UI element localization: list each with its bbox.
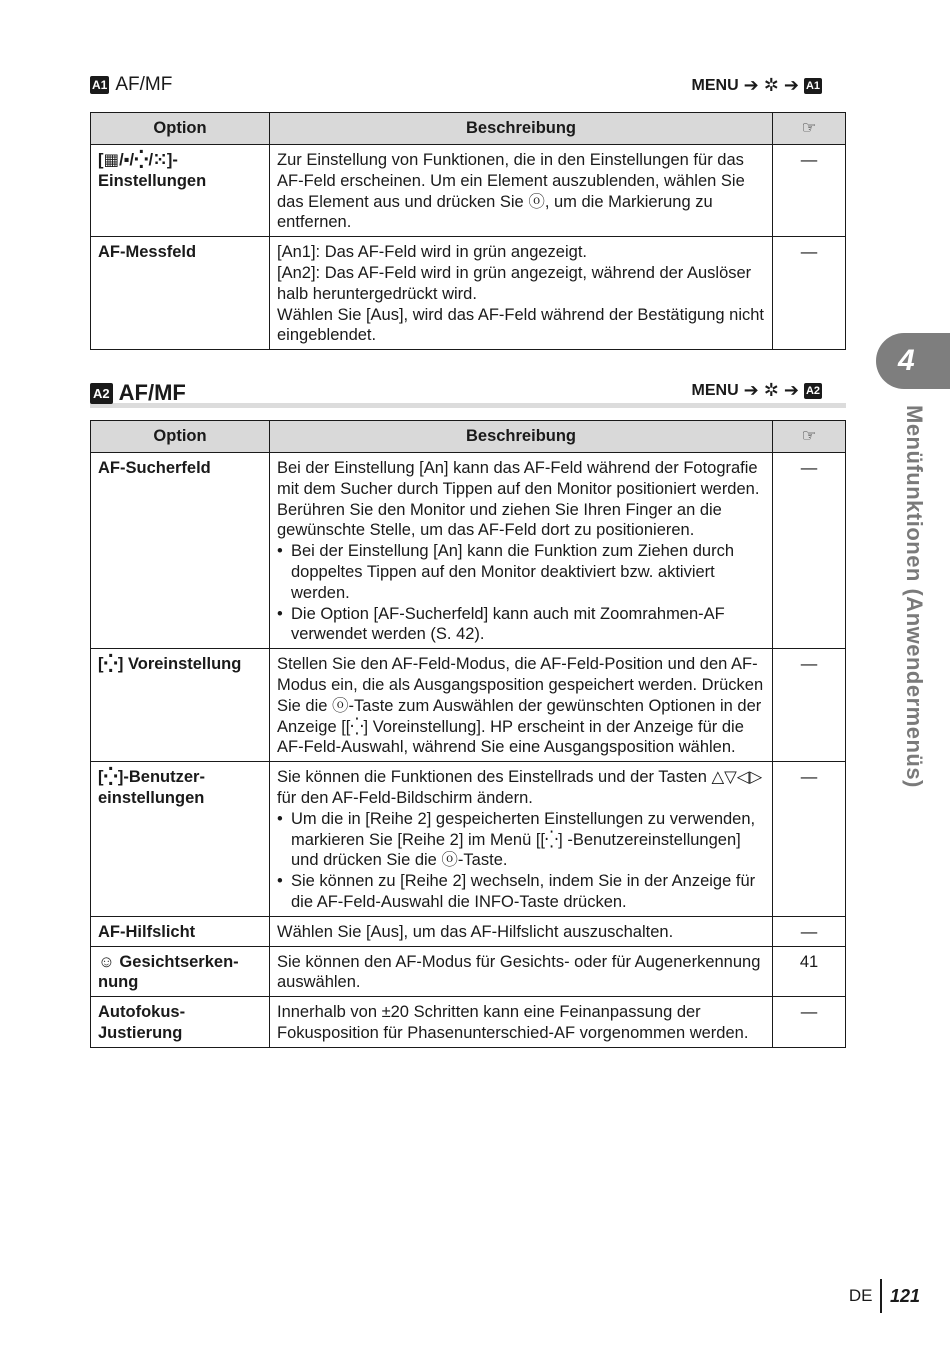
bullet-text: Bei der Einstellung [An] kann die Funktion zum Ziehen durch doppeltes Tippen auf den Monitor deaktiviert bzw. aktiviert werden. bbox=[291, 542, 735, 602]
bullet-item bbox=[277, 541, 765, 603]
bullet-text: Sie können zu [Reihe 2] wechseln, indem Sie in der Anzeige für die AF-Feld-Auswahl die INFO-Taste drücken. bbox=[291, 872, 756, 911]
table-row bbox=[91, 946, 846, 997]
page-ref-cell: — bbox=[773, 997, 846, 1048]
chapter-number: 4 bbox=[898, 344, 915, 377]
description-text: Bei der Einstellung [An] kann das AF-Feld während der Fotografie mit dem Sucher durch Tippen auf den Monitor positioniert werden. Berühren Sie den Monitor und ziehen Sie Ihren Finger an die gewünschte Stelle, um das AF-Feld dort zu positionieren. bbox=[277, 459, 760, 540]
section-a2-title: AF/MF bbox=[118, 380, 186, 405]
col-description-header: Beschreibung bbox=[270, 113, 773, 145]
menu-label: MENU bbox=[691, 381, 739, 399]
menu-a2-badge: A2 bbox=[90, 383, 113, 404]
description-line: Wählen Sie [Aus], wird das AF-Feld während der Bestätigung nicht eingeblendet. bbox=[277, 305, 764, 345]
section-a1-title: AF/MF bbox=[115, 74, 173, 95]
description-cell bbox=[270, 649, 773, 762]
bullet-icon: • bbox=[277, 604, 283, 623]
col-option-header: Option bbox=[91, 421, 270, 453]
bullet-icon: • bbox=[277, 872, 283, 891]
description-line: [An2]: Das AF-Feld wird in grün angezeigt, während der Auslöser halb heruntergedrückt wird. bbox=[277, 263, 752, 303]
page-reference-icon: ☞ bbox=[773, 113, 846, 145]
description-cell bbox=[270, 997, 773, 1048]
bullet-text: Um die in [Reihe 2] gespeicherten Einstellungen zu verwenden, markieren Sie [Reihe 2] im Menü [[⁛] -Benutzereinstellungen] und drücken Sie die ⓞ-Taste. bbox=[291, 809, 756, 870]
page-ref-cell: 41 bbox=[773, 946, 846, 997]
section-a1-title-group bbox=[90, 74, 172, 96]
section-a2-heading bbox=[90, 376, 846, 408]
page-ref-cell: — bbox=[773, 453, 846, 649]
table-row bbox=[91, 649, 846, 762]
option-cell: AF-Messfeld bbox=[91, 237, 270, 350]
bullet-item bbox=[277, 809, 765, 871]
bullet-item bbox=[277, 604, 765, 646]
description-text: Sie können den AF-Modus für Gesichts- oder für Augenerkennung auswählen. bbox=[277, 952, 761, 992]
section-divider bbox=[90, 403, 846, 408]
description-text: Stellen Sie den AF-Feld-Modus, die AF-Feld-Position und den AF-Modus ein, die als Ausgangsposition gespeichert werden. Drücken Sie die ⓞ-Taste zum Auswählen der gewünschten Optionen in der Anzeige [[⁛] Voreinstellung]. HP erscheint in der Anzeige für die AF-Feld-Auswahl, während Sie eine Ausgangsposition wählen. bbox=[277, 655, 764, 757]
page-number: 121 bbox=[889, 1285, 920, 1306]
description-cell bbox=[270, 453, 773, 649]
table-row bbox=[91, 145, 846, 237]
description-cell bbox=[270, 946, 773, 997]
option-cell: [⁛]-Benutzer- einstellungen bbox=[91, 762, 270, 917]
arrow-right-icon: ➔ bbox=[743, 380, 759, 400]
af-mf-a1-table bbox=[90, 112, 846, 350]
description-cell bbox=[270, 916, 773, 946]
option-cell: Autofokus- Justierung bbox=[91, 997, 270, 1048]
page-footer bbox=[849, 1279, 920, 1313]
menu-a2-badge: A2 bbox=[805, 384, 820, 397]
gear-icon: ✲ bbox=[763, 380, 779, 400]
section-a1-heading bbox=[90, 70, 846, 100]
menu-a1-badge: A1 bbox=[92, 78, 108, 92]
chapter-tab bbox=[876, 333, 950, 389]
option-cell: [▦/▪/⁛/⁙]- Einstellungen bbox=[91, 145, 270, 237]
page-ref-cell: — bbox=[773, 916, 846, 946]
menu-a1-badge: A1 bbox=[805, 79, 820, 92]
arrow-right-icon: ➔ bbox=[783, 380, 799, 400]
option-cell: ☺ Gesichtserken- nung bbox=[91, 946, 270, 997]
bullet-text: Die Option [AF-Sucherfeld] kann auch mit Zoomrahmen-AF verwendet werden (S. 42). bbox=[291, 604, 725, 644]
menu-label: MENU bbox=[691, 76, 739, 94]
option-cell: AF-Sucherfeld bbox=[91, 453, 270, 649]
page-ref-cell: — bbox=[773, 145, 846, 237]
bullet-icon: • bbox=[277, 542, 283, 561]
page-ref-cell: — bbox=[773, 237, 846, 350]
section-a2-title-group bbox=[90, 380, 186, 406]
bullet-item bbox=[277, 871, 765, 913]
table-header-row bbox=[91, 421, 846, 453]
table-row bbox=[91, 916, 846, 946]
description-cell bbox=[270, 237, 773, 350]
option-cell: AF-Hilfslicht bbox=[91, 916, 270, 946]
chapter-title: Menüfunktionen (Anwendermenüs) bbox=[902, 405, 927, 788]
col-description-header: Beschreibung bbox=[270, 421, 773, 453]
page-reference-icon: ☞ bbox=[773, 421, 846, 453]
menu-path-a2 bbox=[692, 380, 822, 401]
table-row bbox=[91, 453, 846, 649]
arrow-right-icon: ➔ bbox=[783, 75, 799, 95]
description-line: [An1]: Das AF-Feld wird in grün angezeigt. bbox=[277, 243, 587, 262]
description-text: Innerhalb von ±20 Schritten kann eine Feinanpassung der Fokusposition für Phasenunterschied-AF vorgenommen werden. bbox=[277, 1003, 749, 1042]
description-text: Sie können die Funktionen des Einstellrads und der Tasten △▽◁▷ für den AF-Feld-Bildschirm ändern. bbox=[277, 768, 763, 807]
col-option-header: Option bbox=[91, 113, 270, 145]
table-header-row bbox=[91, 113, 846, 145]
description-text: Wählen Sie [Aus], um das AF-Hilfslicht auszuschalten. bbox=[277, 922, 674, 941]
description-cell bbox=[270, 145, 773, 237]
bullet-icon: • bbox=[277, 809, 283, 828]
gear-icon: ✲ bbox=[763, 75, 779, 95]
table-row bbox=[91, 237, 846, 350]
description-cell bbox=[270, 762, 773, 917]
description-line: Zur Einstellung von Funktionen, die in den Einstellungen für das AF-Feld erscheinen. Um ein Element auszublenden, wählen Sie das Element aus und drücken Sie ⓞ, um die Markierung zu entfernen. bbox=[277, 151, 745, 232]
af-mf-a2-table bbox=[90, 420, 846, 1048]
menu-path-a1 bbox=[692, 75, 822, 96]
option-cell: [⁛] Voreinstellung bbox=[91, 649, 270, 762]
page-ref-cell: — bbox=[773, 762, 846, 917]
page-ref-cell: — bbox=[773, 649, 846, 762]
language-code: DE bbox=[848, 1286, 873, 1305]
table-row bbox=[91, 997, 846, 1048]
arrow-right-icon: ➔ bbox=[743, 75, 759, 95]
table-row bbox=[91, 762, 846, 917]
